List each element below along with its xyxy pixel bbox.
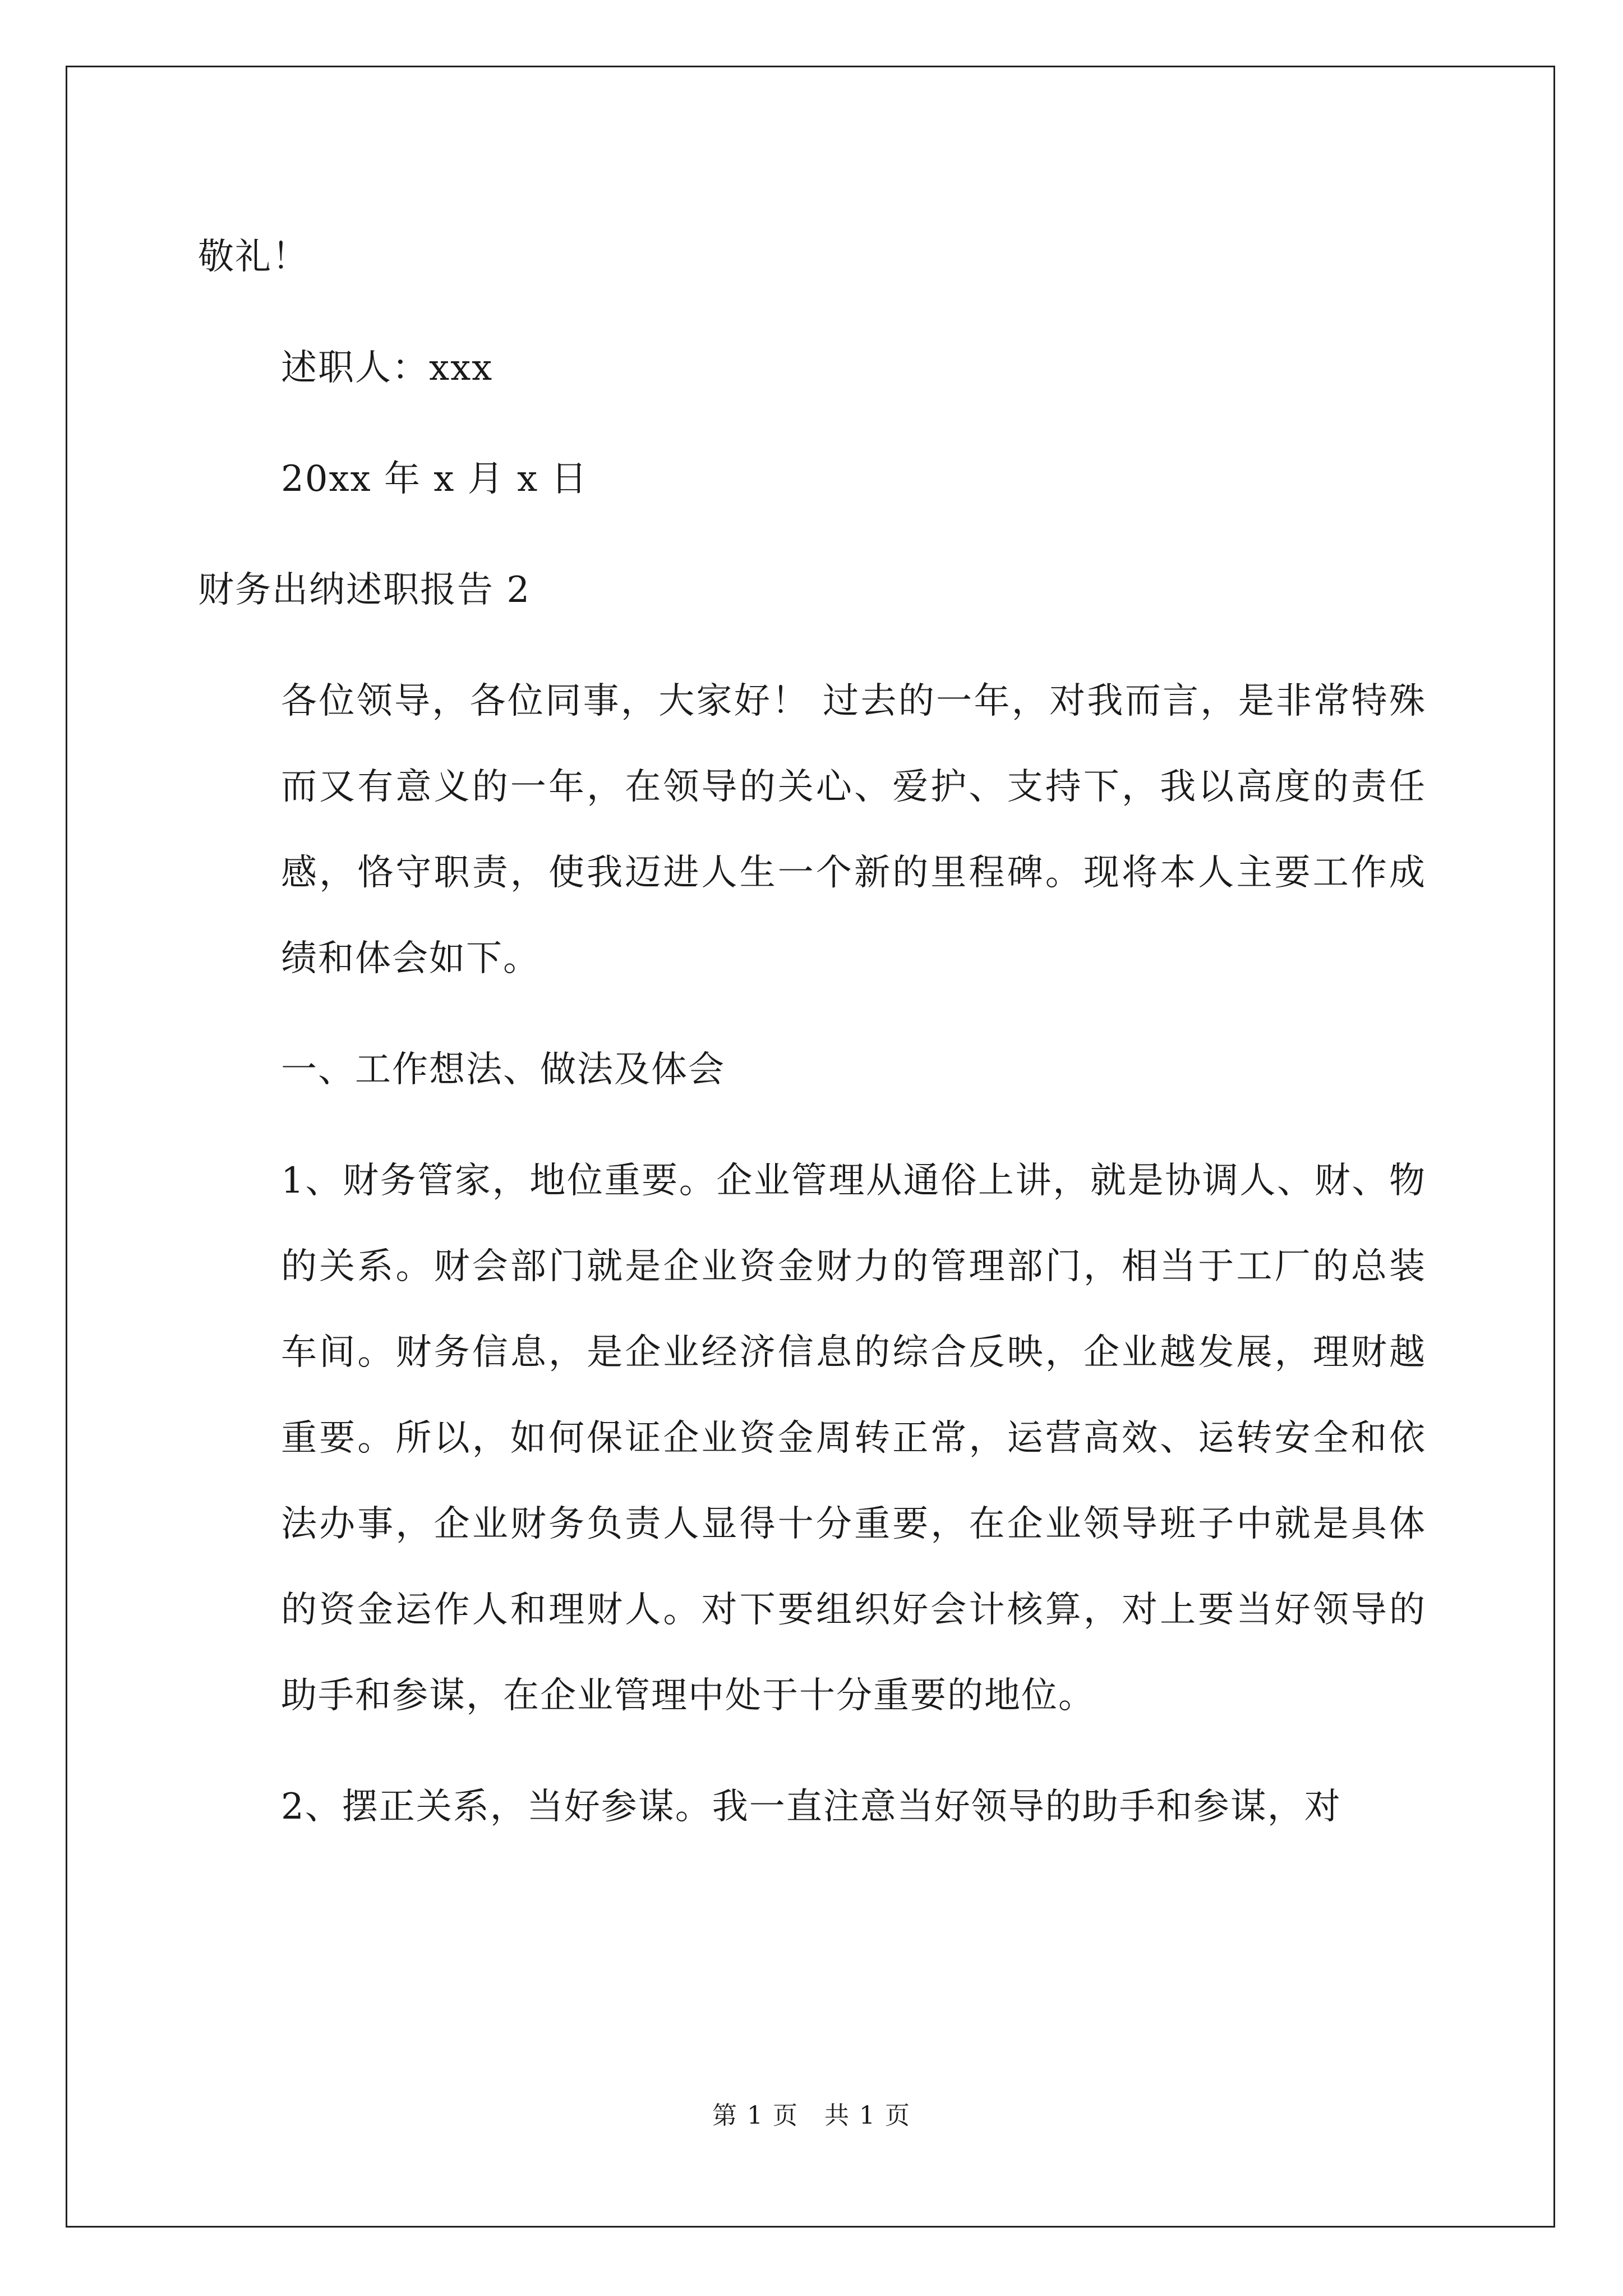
page-footer: 第 1 页 共 1 页 <box>712 2101 911 2130</box>
section-title: 财务出纳述职报告 2 <box>198 569 531 611</box>
document-body <box>198 214 1426 1850</box>
paragraph-greeting: 各位领导，各位同事，大家好！ 过去的一年，对我而言，是非常特殊而又有意义的一年，在领导的关心、爱护、支持下，我以高度的责任感，恪守职责，使我迈进人生一个新的里程碑。现将本人主要工作成绩和体会如下。 <box>281 680 1426 979</box>
paragraph-advisor-role: 2、摆正关系，当好参谋。我一直注意当好领导的助手和参谋，对 <box>281 1786 1341 1828</box>
signer-line: 述职人：xxx <box>281 347 494 389</box>
closing-salutation: 敬礼！ <box>198 236 309 278</box>
date-line: 20xx 年 x 月 x 日 <box>281 458 588 500</box>
heading-work-approach: 一、工作想法、做法及体会 <box>281 1049 725 1091</box>
paragraph-finance-role: 1、财务管家，地位重要。企业管理从通俗上讲，就是协调人、财、物的关系。财会部门就是企业资金财力的管理部门，相当于工厂的总装车间。财务信息，是企业经济信息的综合反映，企业越发展，理财越重要。所以，如何保证企业资金周转正常，运营高效、运转安全和依法办事，企业财务负责人显得十分重要，在企业领导班子中就是具体的资金运作人和理财人。对下要组织好会计核算，对上要当好领导的助手和参谋，在企业管理中处于十分重要的地位。 <box>281 1160 1426 1717</box>
